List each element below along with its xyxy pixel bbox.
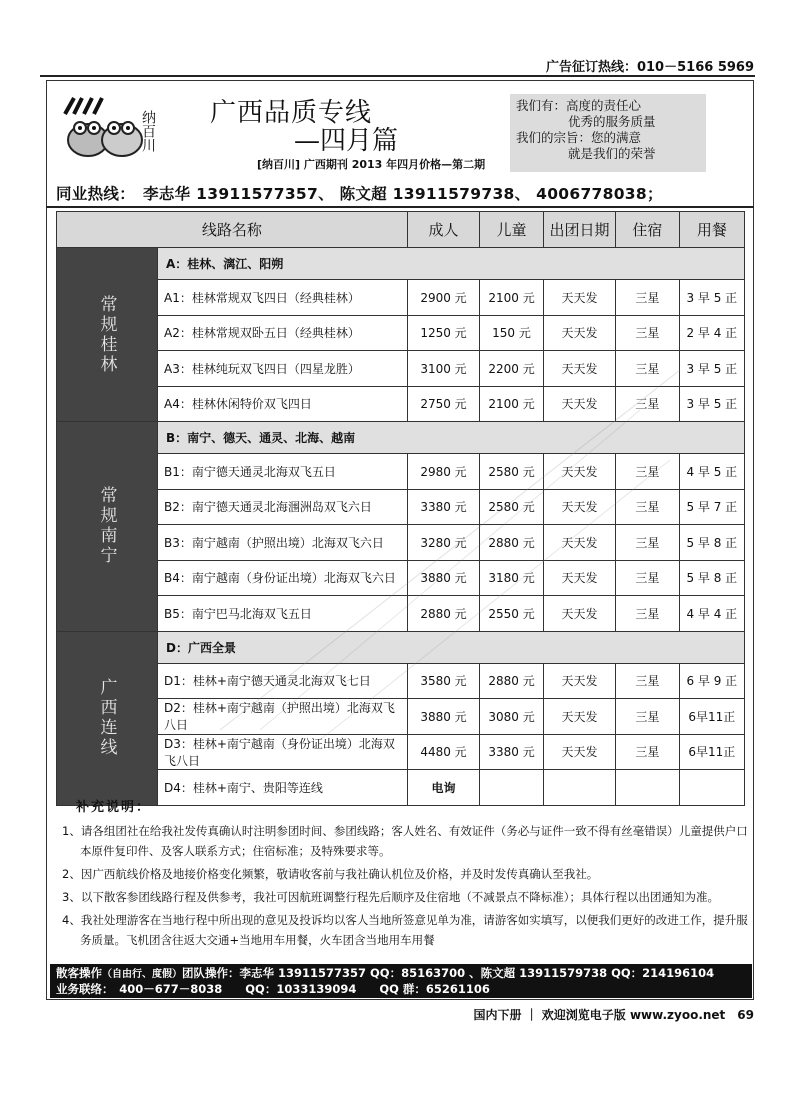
child-price: 3180 元 — [480, 560, 544, 596]
header-departure: 出团日期 — [543, 212, 615, 248]
child-price: 2200 元 — [480, 351, 544, 387]
adult-price: 3100 元 — [407, 351, 479, 387]
table-row — [57, 489, 745, 525]
hotel: 三星 — [616, 386, 680, 422]
route-name: B4：南宁越南（身份证出境）北海双飞六日 — [158, 560, 408, 596]
adult-price: 电询 — [407, 770, 479, 806]
child-price: 2550 元 — [480, 596, 544, 632]
supplementary-notes — [62, 798, 752, 950]
departure: 天天发 — [543, 560, 615, 596]
hotel: 三星 — [616, 315, 680, 351]
departure: 天天发 — [543, 525, 615, 561]
route-name: A3：桂林纯玩双飞四日（四星龙胜） — [158, 351, 408, 387]
route-name: B3：南宁越南（护照出境）北海双飞六日 — [158, 525, 408, 561]
hotel: 三星 — [616, 699, 680, 735]
hotel: 三星 — [616, 351, 680, 387]
table-row — [57, 280, 745, 316]
adult-price: 3580 元 — [407, 663, 479, 699]
meals: 4 早 5 正 — [679, 454, 744, 490]
departure: 天天发 — [543, 351, 615, 387]
child-price: 150 元 — [480, 315, 544, 351]
route-price-table — [56, 211, 745, 806]
fit-ops-label: 散客操作 — [56, 966, 102, 980]
meals: 6 早 9 正 — [679, 663, 744, 699]
peer-hotline: 同业热线： 李志华 13911577357、 陈文超 13911579738、 4006778038； — [56, 185, 663, 203]
table-row — [57, 315, 745, 351]
notes-title: 补充说明： — [76, 800, 152, 815]
table-row — [57, 699, 745, 735]
meals: 5 早 8 正 — [679, 525, 744, 561]
section-title: D：广西全景 — [158, 631, 745, 663]
adult-price: 2880 元 — [407, 596, 479, 632]
table-row — [57, 351, 745, 387]
child-price: 3080 元 — [480, 699, 544, 735]
child-price: 2880 元 — [480, 663, 544, 699]
hotel: 三星 — [616, 663, 680, 699]
meals: 3 早 5 正 — [679, 351, 744, 387]
header-adult: 成人 — [407, 212, 479, 248]
route-name: A2：桂林常规双卧五日（经典桂林） — [158, 315, 408, 351]
table-header-row — [57, 212, 745, 248]
header-hotel: 住宿 — [616, 212, 680, 248]
slogan-line: 优秀的服务质量 — [568, 114, 656, 129]
page-footer: 国内下册 ｜ 欢迎浏览电子版 www.zyoo.net 69 — [473, 1008, 754, 1022]
child-price: 3380 元 — [480, 734, 544, 770]
region-label: 常规南宁 — [57, 422, 158, 632]
meals: 2 早 4 正 — [679, 315, 744, 351]
header-route-name: 线路名称 — [57, 212, 408, 248]
route-name: D4：桂林+南宁、贵阳等连线 — [158, 770, 408, 806]
slogan-line: 就是我们的荣誉 — [568, 146, 656, 161]
header-meals: 用餐 — [679, 212, 744, 248]
contact-footer-bar — [50, 964, 752, 998]
ad-hotline: 广告征订热线：010－5166 5969 — [545, 60, 754, 75]
hotel: 三星 — [616, 596, 680, 632]
hotel: 三星 — [616, 525, 680, 561]
table-row — [57, 596, 745, 632]
group-ops: 团队操作：李志华 13911577357 QQ：85163700 、陈文超 13911579738 QQ：214196104 — [182, 966, 715, 980]
departure: 天天发 — [543, 596, 615, 632]
adult-price: 3880 元 — [407, 699, 479, 735]
child-price: 2580 元 — [480, 489, 544, 525]
top-rule — [40, 75, 755, 77]
contact-line-2: 业务联络： 400－677－8038 QQ：1033139094 QQ 群：65261106 — [56, 982, 490, 996]
route-name: D2：桂林+南宁越南（护照出境）北海双飞八日 — [158, 699, 408, 735]
adult-price: 3880 元 — [407, 560, 479, 596]
table-row — [57, 525, 745, 561]
frog-logo — [60, 92, 190, 162]
hotel: 三星 — [616, 454, 680, 490]
departure: 天天发 — [543, 454, 615, 490]
child-price: 2100 元 — [480, 280, 544, 316]
route-name: B2：南宁德天通灵北海涠洲岛双飞六日 — [158, 489, 408, 525]
hotel: 三星 — [616, 560, 680, 596]
hotel: 三星 — [616, 489, 680, 525]
contact-line-1 — [56, 966, 746, 982]
table-row — [57, 560, 745, 596]
note-item: 4、我社处理游客在当地行程中所出现的意见及投诉均以客人当地所签意见单为准，请游客如实填写，以便我们更好的改进工作，提升服务质量。飞机团含往返大交通+当地用车用餐，火车团含当地用车用餐 — [62, 913, 748, 947]
adult-price: 2980 元 — [407, 454, 479, 490]
route-name: B1：南宁德天通灵北海双飞五日 — [158, 454, 408, 490]
departure: 天天发 — [543, 734, 615, 770]
adult-price: 4480 元 — [407, 734, 479, 770]
slogan-box — [510, 94, 706, 172]
issue-subtitle: [纳百川] 广西期刊 2013 年四月价格—第二期 — [257, 158, 486, 171]
slogan-line: 我们有：高度的责任心 — [516, 98, 642, 113]
child-price: 2880 元 — [480, 525, 544, 561]
table-row — [57, 734, 745, 770]
route-name: D3：桂林+南宁越南（身份证出境）北海双飞八日 — [158, 734, 408, 770]
departure: 天天发 — [543, 489, 615, 525]
hotel: 三星 — [616, 734, 680, 770]
page-title-sub: —四月篇 — [294, 126, 399, 156]
route-name: D1：桂林+南宁德天通灵北海双飞七日 — [158, 663, 408, 699]
adult-price: 3380 元 — [407, 489, 479, 525]
adult-price: 2900 元 — [407, 280, 479, 316]
departure: 天天发 — [543, 699, 615, 735]
note-item: 2、因广西航线价格及地接价格变化频繁，敬请收客前与我社确认机位及价格，并及时发传真确认至我社。 — [62, 867, 599, 881]
section-title: B：南宁、德天、通灵、北海、越南 — [158, 422, 745, 454]
child-price: 2100 元 — [480, 386, 544, 422]
meals: 6早11正 — [679, 699, 744, 735]
meals: 4 早 4 正 — [679, 596, 744, 632]
logo-text: 纳百川 — [140, 110, 156, 152]
adult-price: 3280 元 — [407, 525, 479, 561]
departure: 天天发 — [543, 315, 615, 351]
meals: 3 早 5 正 — [679, 280, 744, 316]
fit-ops-note: （自由行、度假） — [102, 969, 182, 980]
region-label: 广西连线 — [57, 631, 158, 805]
route-name: A4：桂林休闲特价双飞四日 — [158, 386, 408, 422]
header-child: 儿童 — [480, 212, 544, 248]
hotel: 三星 — [616, 280, 680, 316]
meals: 5 早 7 正 — [679, 489, 744, 525]
hotline-rule — [46, 206, 754, 208]
meals: 3 早 5 正 — [679, 386, 744, 422]
note-item: 1、请各组团社在给我社发传真确认时注明参团时间、参团线路；客人姓名、有效证件（务必与证件一致不得有丝毫错误）儿童提供户口本原件复印件、及客人联系方式；住宿标准；及特殊要求等。 — [62, 824, 748, 858]
page-title: 广西品质专线 — [210, 98, 373, 128]
adult-price: 2750 元 — [407, 386, 479, 422]
adult-price: 1250 元 — [407, 315, 479, 351]
meals: 6早11正 — [679, 734, 744, 770]
table-row — [57, 386, 745, 422]
slogan-line: 我们的宗旨：您的满意 — [516, 130, 642, 145]
child-price: 2580 元 — [480, 454, 544, 490]
meals: 5 早 8 正 — [679, 560, 744, 596]
departure: 天天发 — [543, 663, 615, 699]
table-row — [57, 663, 745, 699]
note-item: 3、以下散客参团线路行程及供参考，我社可因航班调整行程先后顺序及住宿地（不减景点不降标准）；具体行程以出团通知为准。 — [62, 890, 720, 904]
table-row — [57, 454, 745, 490]
section-title: A：桂林、漓江、阳朔 — [158, 248, 745, 280]
departure: 天天发 — [543, 386, 615, 422]
route-name: A1：桂林常规双飞四日（经典桂林） — [158, 280, 408, 316]
region-label: 常规桂林 — [57, 248, 158, 422]
route-name: B5：南宁巴马北海双飞五日 — [158, 596, 408, 632]
departure: 天天发 — [543, 280, 615, 316]
